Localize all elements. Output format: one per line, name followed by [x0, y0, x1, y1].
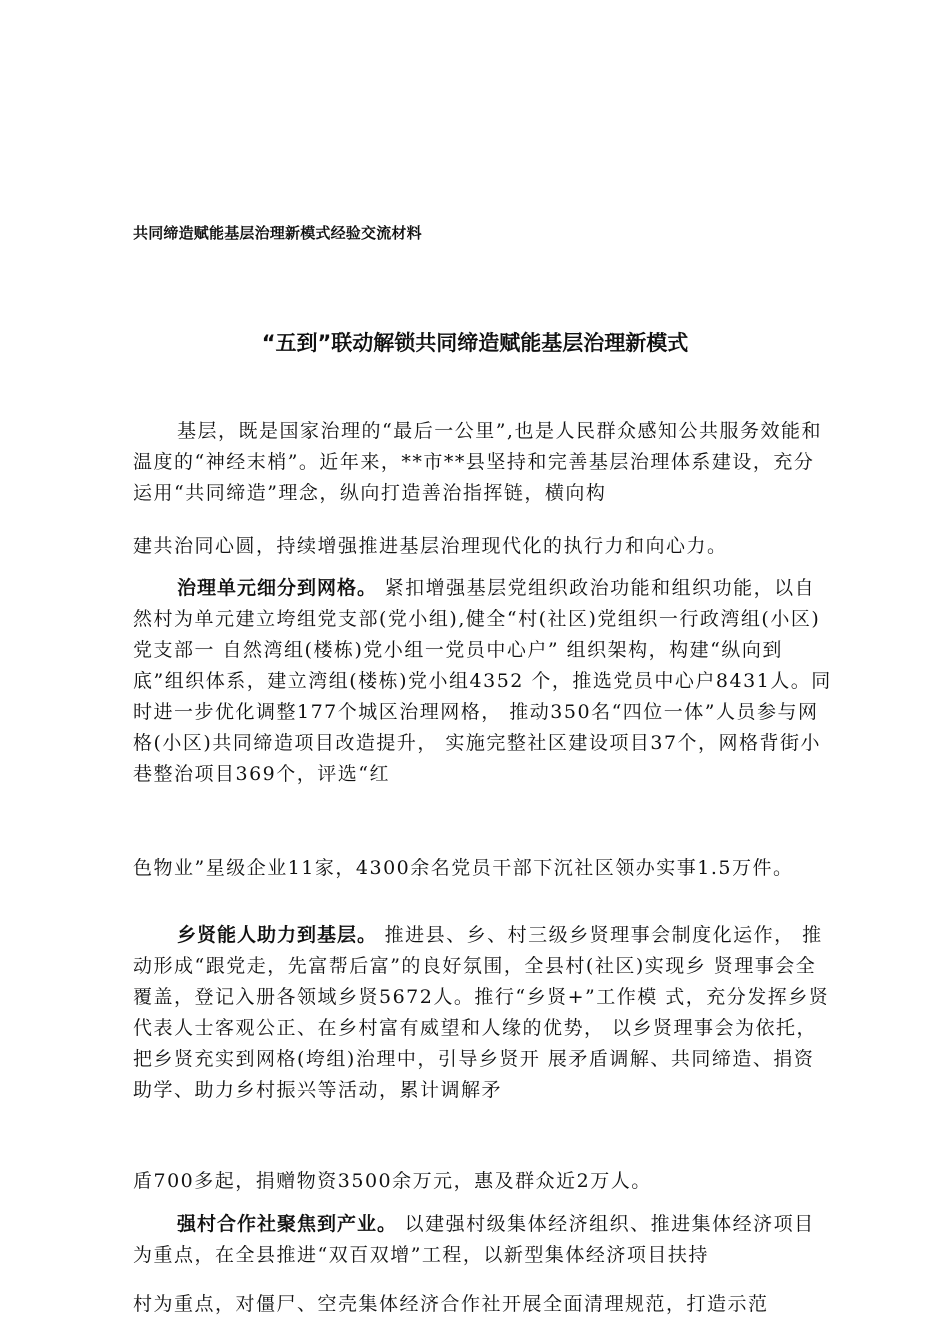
section-text-continued: 盾700多起，捐赠物资3500余万元，惠及群众近2万人。 — [133, 1170, 652, 1192]
section-paragraph — [133, 920, 833, 1106]
section-paragraph — [133, 573, 833, 790]
section-paragraph-continued — [133, 853, 833, 884]
section-text-continued: 村为重点，对僵尸、空壳集体经济合作社开展全面清理规范，打造示范 — [133, 1293, 769, 1315]
section-paragraph-continued — [133, 1289, 833, 1320]
section-text: 推进县、乡、村三级乡贤理事会制度化运作， 推动形成“跟党走，先富帮后富”的良好氛围，全县村(社区)实现乡 贤理事会全覆盖，登记入册各领域乡贤5672人。推行“乡贤+”工作模 式，充分发挥乡贤代表人士客观公正、在乡村富有威望和人缘的优势， 以乡贤理事会为依托，把乡贤充实到网格(垮组)治理中，引导乡贤开 展矛盾调解、共同缔造、捐资助学、助力乡村振兴等活动，累计调解矛 — [133, 924, 830, 1101]
document-label: 共同缔造赋能基层治理新模式经验交流材料 — [133, 224, 422, 242]
section-text: 紧扣增强基层党组织政治功能和组织功能，以自然村为单元建立垮组党支部(党小组),健全“村(社区)党组织一行政湾组(小区)党支部一 自然湾组(楼栋)党小组一党员中心户” 组织架构，构建“纵向到底”组织体系，建立湾组(楼栋)党小组4352 个，推选党员中心户8431人。同时进一步优化调整177个城区治理网格， 推动350名“四位一体”人员参与网格(小区)共同缔造项目改造提升， 实施完整社区建设项目37个，网格背街小巷整治项目369个，评选“红 — [133, 577, 832, 785]
intro-paragraph-continued — [133, 531, 833, 562]
intro-text-continued: 建共治同心圆，持续增强推进基层治理现代化的执行力和向心力。 — [133, 535, 728, 557]
intro-text: 基层，既是国家治理的“最后一公里”,也是人民群众感知公共服务效能和温度的“神经末梢”。近年来，**市**县坚持和完善基层治理体系建设，充分运用“共同缔造”理念，纵向打造善治指挥链，横向构 — [133, 420, 822, 504]
section-heading: 治理单元细分到网格。 — [177, 577, 378, 599]
section-text-continued: 色物业”星级企业11家，4300余名党员干部下沉社区领办实事1.5万件。 — [133, 857, 794, 879]
section-text: 以建强村级集体经济组织、推进集体经济项目为重点，在全县推进“双百双增”工程，以新型集体经济项目扶持 — [133, 1213, 815, 1266]
section-heading: 乡贤能人助力到基层。 — [177, 924, 378, 946]
section-paragraph — [133, 1209, 833, 1271]
intro-paragraph — [133, 416, 833, 509]
document-title: “五到”联动解锁共同缔造赋能基层治理新模式 — [261, 331, 689, 355]
section-heading: 强村合作社聚焦到产业。 — [177, 1213, 398, 1235]
section-paragraph-continued — [133, 1166, 833, 1197]
